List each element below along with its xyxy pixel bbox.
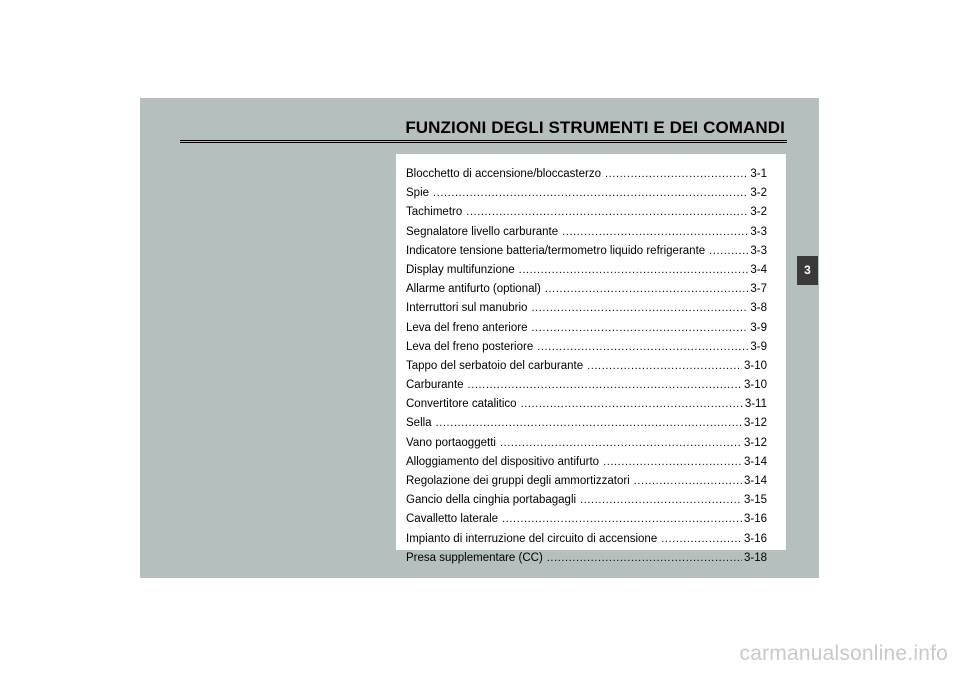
toc-dot-leader [433, 187, 748, 199]
toc-entry-title: Vano portaoggetti [406, 436, 496, 449]
toc-dot-leader [580, 494, 742, 506]
toc-entry-title: Indicatore tensione batteria/termometro liquido refrigerante [406, 244, 706, 257]
toc-entry-title: Carburante [406, 379, 464, 392]
toc-entry[interactable] [406, 360, 767, 379]
toc-entry[interactable] [406, 226, 767, 245]
toc-entry[interactable] [406, 206, 767, 225]
toc-entry-page: 3-14 [743, 455, 767, 468]
toc-entry[interactable] [406, 398, 767, 417]
toc-entry-title: Leva del freno posteriore [406, 340, 534, 353]
toc-entry-page: 3-18 [743, 551, 767, 564]
toc-dot-leader [545, 283, 749, 295]
toc-entry-page: 3-7 [750, 283, 767, 296]
toc-entry-page: 3-10 [743, 359, 767, 372]
toc-entry-title: Presa supplementare (CC) [406, 551, 543, 564]
toc-dot-leader [521, 398, 743, 410]
toc-entry[interactable] [406, 302, 767, 321]
toc-dot-leader [502, 513, 742, 525]
toc-entry[interactable] [406, 379, 767, 398]
toc-entry-title: Regolazione dei gruppi degli ammortizzatori [406, 475, 630, 487]
toc-entry-title: Allarme antifurto (optional) [406, 283, 541, 296]
toc-entry-title: Tachimetro [406, 206, 463, 219]
toc-entry-title: Cavalletto laterale [406, 513, 499, 526]
toc-dot-leader [531, 302, 748, 314]
toc-entry-page: 3-16 [743, 513, 767, 526]
toc-entry[interactable] [406, 513, 767, 532]
toc-entry-title: Convertitore catalitico [406, 398, 517, 411]
toc-entry[interactable] [406, 417, 767, 436]
toc-entry-page: 3-3 [750, 244, 767, 257]
table-of-contents [406, 168, 767, 571]
toc-dot-leader [587, 360, 742, 372]
manual-page [140, 98, 819, 578]
toc-dot-leader [547, 552, 742, 564]
toc-entry-title: Sella [406, 417, 432, 430]
toc-dot-leader [603, 456, 742, 468]
toc-entry-title: Blocchetto di accensione/bloccasterzo [406, 168, 601, 180]
toc-entry-title: Display multifunzione [406, 263, 515, 276]
toc-entry[interactable] [406, 264, 767, 283]
toc-entry[interactable] [406, 187, 767, 206]
toc-entry[interactable] [406, 437, 767, 456]
toc-entry[interactable] [406, 168, 767, 187]
toc-dot-leader [605, 168, 748, 180]
toc-dot-leader [531, 322, 748, 334]
toc-entry-page: 3-15 [743, 494, 767, 507]
toc-dot-leader [466, 206, 748, 218]
toc-entry-page: 3-10 [743, 379, 767, 392]
toc-dot-leader [500, 437, 742, 449]
toc-entry[interactable] [406, 456, 767, 475]
toc-entry-page: 3-8 [750, 302, 767, 315]
toc-entry-page: 3-3 [750, 225, 767, 238]
toc-dot-leader [709, 245, 748, 257]
toc-entry-title: Alloggiamento del dispositivo antifurto [406, 455, 600, 468]
toc-entry[interactable] [406, 245, 767, 264]
toc-entry-title: Tappo del serbatoio del carburante [406, 359, 584, 372]
toc-entry-page: 3-11 [744, 398, 767, 411]
table-of-contents-panel [396, 154, 786, 564]
toc-dot-leader [661, 533, 742, 545]
toc-dot-leader [562, 226, 748, 238]
toc-entry[interactable] [406, 322, 767, 341]
toc-entry-title: Spie [406, 187, 430, 200]
toc-entry[interactable] [406, 552, 767, 571]
toc-entry-title: Interruttori sul manubrio [406, 302, 528, 315]
toc-dot-leader [519, 264, 749, 276]
toc-dot-leader [436, 417, 742, 429]
toc-entry-page: 3-12 [743, 417, 767, 430]
toc-entry-page: 3-9 [750, 321, 767, 334]
watermark-text: carmanualsonline.info [739, 642, 948, 665]
toc-entry-page: 3-12 [743, 436, 767, 449]
toc-entry-page: 3-14 [743, 475, 767, 487]
toc-entry-page: 3-2 [750, 206, 767, 219]
toc-entry[interactable] [406, 475, 767, 494]
toc-entry-title: Segnalatore livello carburante [406, 225, 559, 238]
toc-entry-title: Gancio della cinghia portabagagli [406, 494, 577, 507]
toc-entry-title: Impianto di interruzione del circuito di accensione [406, 532, 658, 545]
toc-entry[interactable] [406, 341, 767, 360]
toc-entry-page: 3-2 [750, 187, 767, 200]
toc-entry[interactable] [406, 494, 767, 513]
toc-dot-leader [468, 379, 742, 391]
toc-dot-leader [537, 341, 748, 353]
page-title: FUNZIONI DEGLI STRUMENTI E DEI COMANDI [405, 118, 785, 137]
title-underline-second [180, 142, 787, 143]
toc-entry-page: 3-4 [750, 263, 767, 276]
toc-entry-page: 3-1 [750, 168, 767, 180]
toc-dot-leader [634, 475, 742, 487]
chapter-tab[interactable]: 3 [797, 256, 818, 285]
title-underline [180, 140, 787, 141]
toc-entry[interactable] [406, 533, 767, 552]
toc-entry-title: Leva del freno anteriore [406, 321, 528, 334]
toc-entry-page: 3-9 [750, 340, 767, 353]
toc-entry-page: 3-16 [743, 532, 767, 545]
toc-entry[interactable] [406, 283, 767, 302]
